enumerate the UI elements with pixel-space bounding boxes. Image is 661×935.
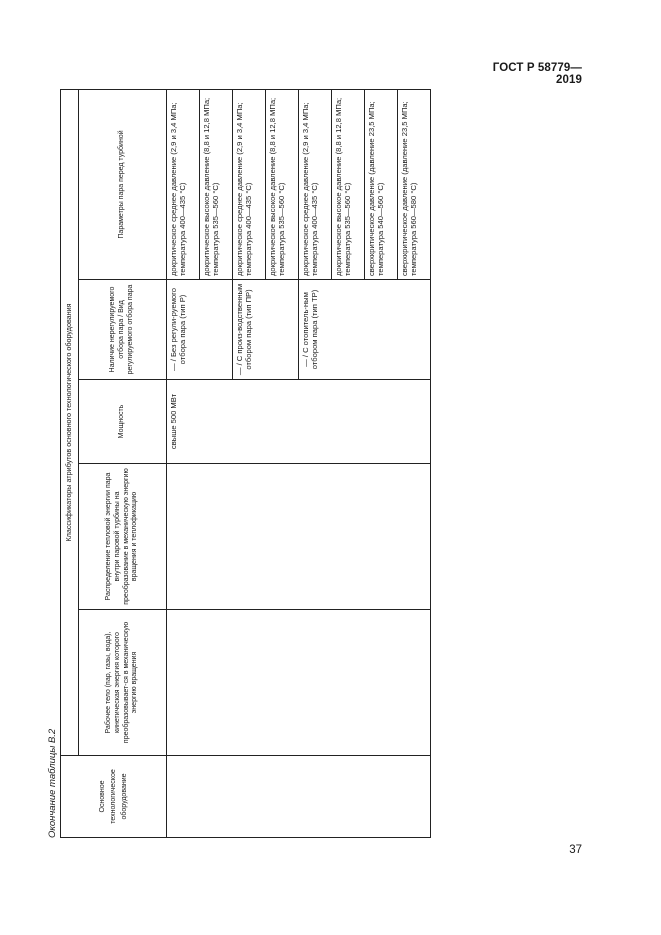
equipment-attributes-table [60, 89, 431, 838]
cell-extraction-type-tr: — / С отопитель-ным отбором пара (тип ТР) [299, 280, 431, 380]
cell-steam-param: сверхкритическое давление (давление 23,5 МПа; температура 560—580 °С) [398, 89, 431, 279]
cell-extraction-type-pr: — / С произ-водственным отбором пара (тип ПР) [233, 280, 299, 380]
col-header-heat-distribution: Распределение тепловой энергии пара внутри паровой турбины на преобразование в механическую энергию вращения и теплофикацию [79, 464, 167, 610]
cell-steam-param: докритическое высокое давление (8,8 и 12,8 МПа; температура 535—560 °С) [266, 89, 299, 279]
cell-equipment [167, 756, 431, 838]
cell-steam-param: докритическое высокое давление (8,8 и 12,8 МПа; температура 535—560 °С) [200, 89, 233, 279]
page-number: 37 [569, 844, 582, 856]
standard-code: ГОСТ Р 58779—2019 [492, 62, 582, 86]
cell-steam-param: докритическое высокое давление (8,8 и 12,8 МПа; температура 535—560 °С) [332, 89, 365, 279]
table-row [167, 89, 200, 837]
col-header-working-fluid: Рабочее тело (пар, газы, вода), кинетическая энергия которого преобразовывает-ся в механическую энергию вращения [79, 610, 167, 756]
col-header-steam-params: Параметры пара перед турбиной [79, 89, 167, 279]
cell-heat-distribution [167, 464, 431, 610]
group-header-row [61, 89, 79, 837]
rotated-table-block [46, 68, 419, 838]
col-header-extraction: Наличие нерегулируемого отбора пара / Вид регулируемого отбора пара [79, 280, 167, 380]
group-header: Классификаторы атрибутов основного технологического оборудования [61, 89, 79, 755]
cell-power: свыше 500 МВт [167, 380, 431, 464]
cell-working-fluid [167, 610, 431, 756]
cell-steam-param: докритическое среднее давление (2,9 и 3,4 МПа; температура 400—435 °С) [233, 89, 266, 279]
table-caption: Окончание таблицы В.2 [47, 728, 58, 838]
col-header-equipment [61, 756, 167, 838]
col-header-power: Мощность [79, 380, 167, 464]
cell-steam-param: сверхкритическое давление (давление 23,5 МПа; температура 540—560 °С) [365, 89, 398, 279]
col-header-equipment-text: Основное технологическое оборудование [99, 769, 128, 824]
cell-steam-param: докритическое среднее давление (2,9 и 3,4 МПа; температура 400—435 °С) [167, 89, 200, 279]
column-header-row [79, 89, 167, 837]
cell-steam-param: докритическое среднее давление (2,9 и 3,4 МПа; температура 400—435 °С) [299, 89, 332, 279]
cell-extraction-type-r: — / Без регули-руемого отбора пара (тип Р) [167, 280, 233, 380]
